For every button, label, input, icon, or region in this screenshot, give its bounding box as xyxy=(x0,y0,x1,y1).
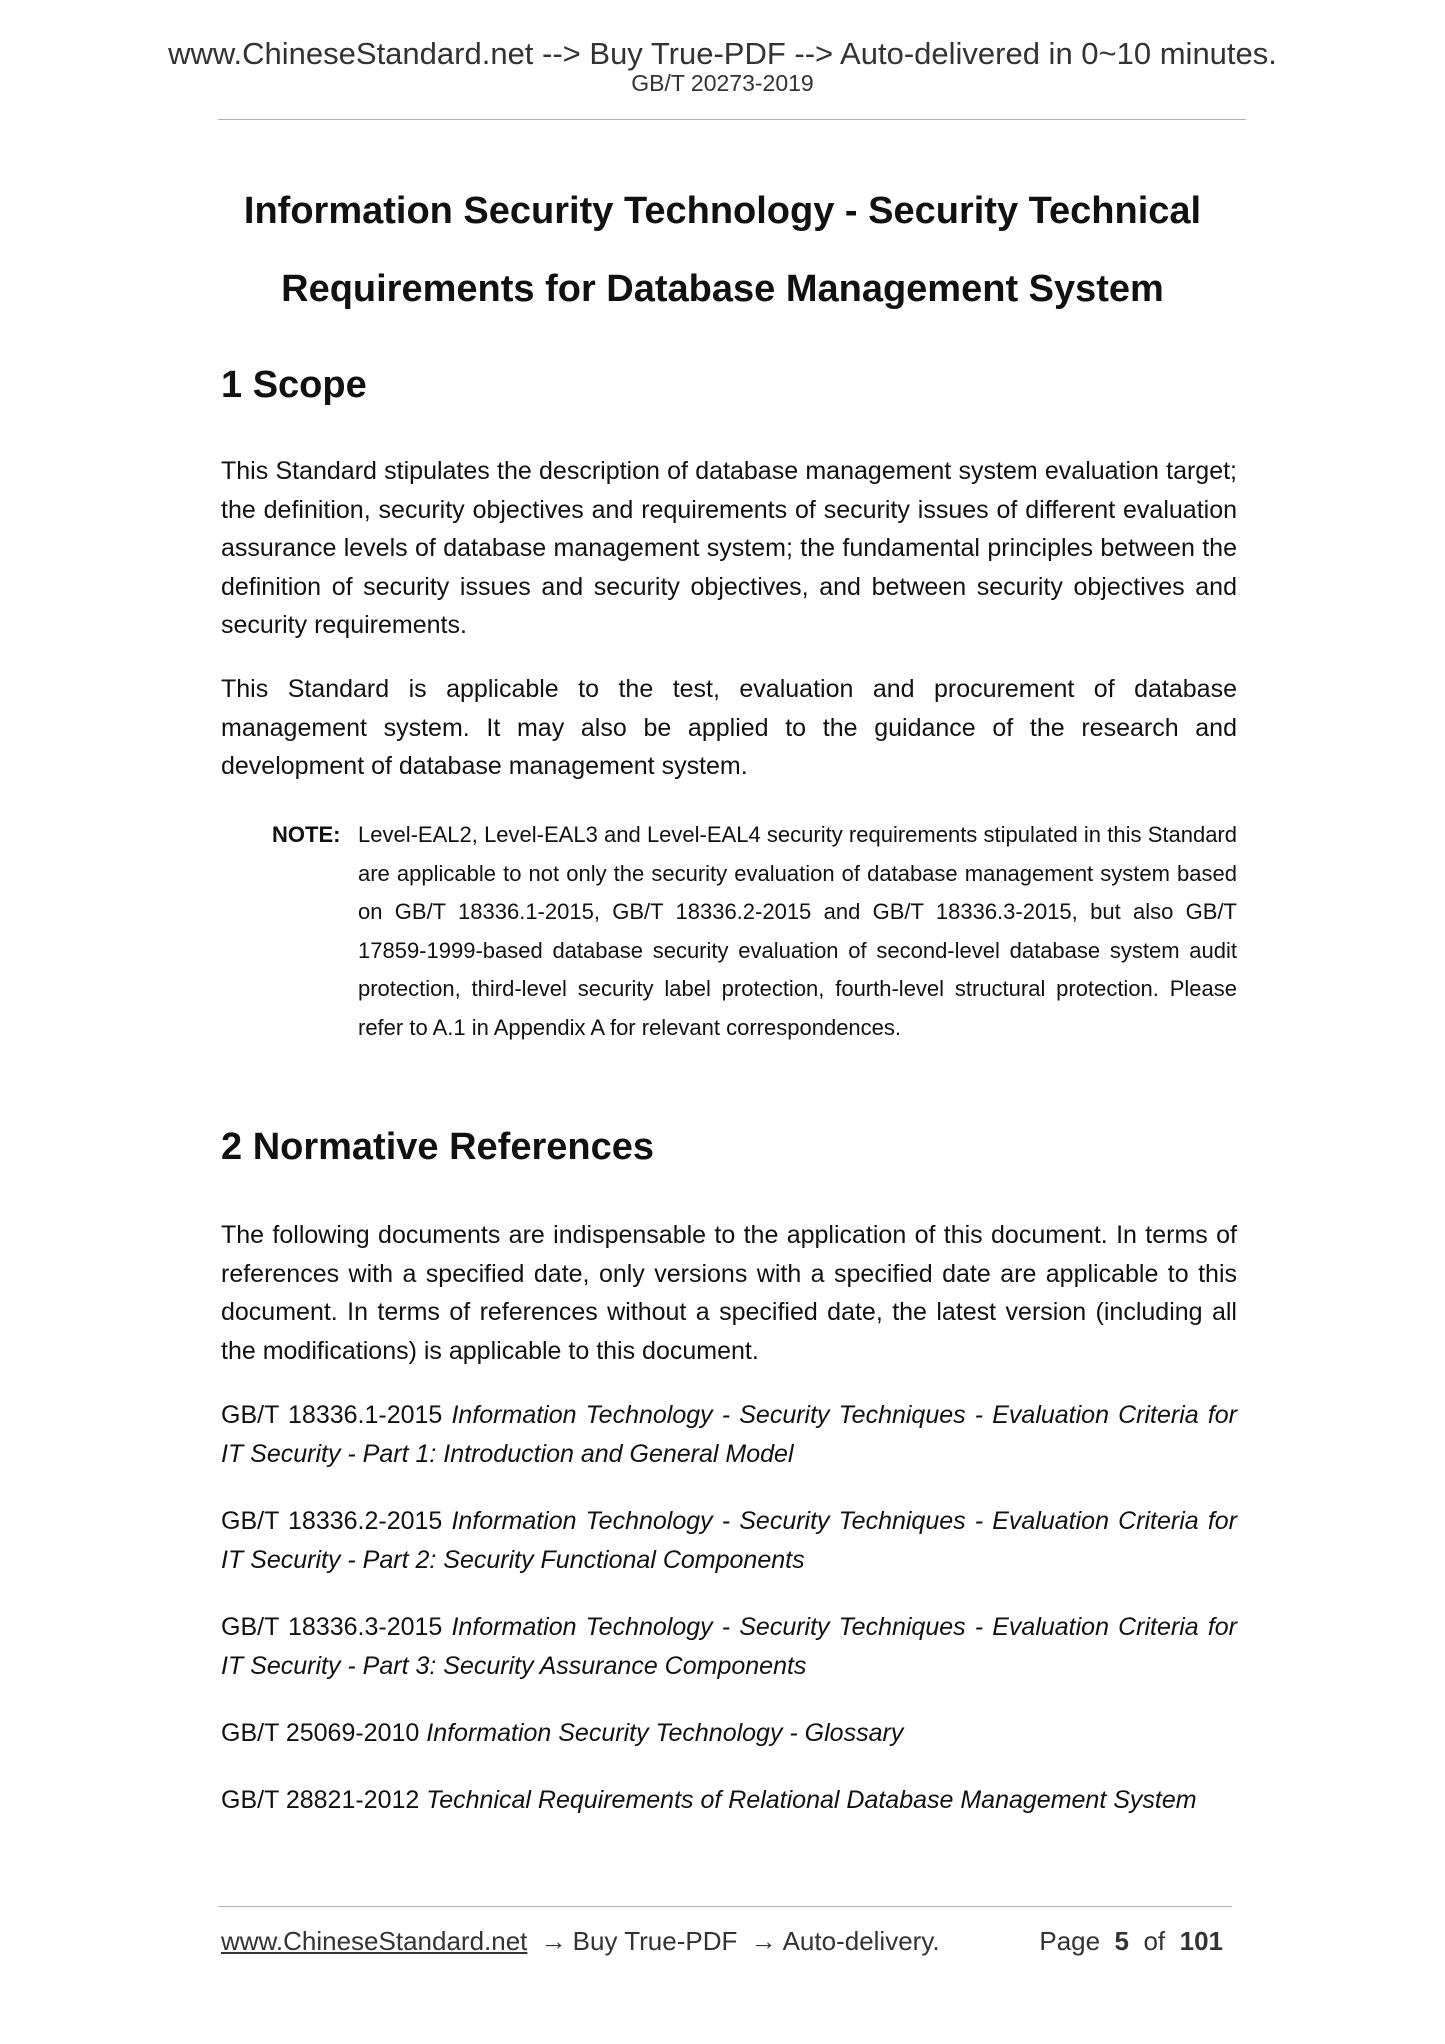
page-total: 101 xyxy=(1179,1926,1223,1956)
page-label: Page xyxy=(1039,1926,1101,1956)
page-of: of xyxy=(1143,1926,1166,1956)
footer-divider xyxy=(218,1906,1232,1907)
reference-item xyxy=(221,1714,1237,1753)
reference-item xyxy=(221,1396,1237,1473)
reference-code: GB/T 18336.2-2015 xyxy=(221,1507,443,1535)
footer-delivery-text: Auto-delivery. xyxy=(782,1926,940,1956)
note-text-body: Level-EAL2, Level-EAL3 and Level-EAL4 security requirements stipulated in this Standard are applicable to not only the security evaluation of database management system based on GB/T 18336.1-2015, GB/T 18336.2-2015 and GB/T 18336.3-2015, but also GB/T 17859-1999-based database security evaluation of second-level database system audit protection, third-level security label protection, fourth-level structural protection. Please refer to A.1 in Appendix A for relevant correspondences. xyxy=(358,822,1237,1040)
reference-title: Information Technology - Security Techniques - Evaluation Criteria for IT Security - Part 3: Security Assurance Components xyxy=(221,1613,1238,1680)
reference-item xyxy=(221,1608,1237,1685)
scope-paragraph-2: This Standard is applicable to the test, evaluation and procurement of database management system. It may also be applied to the guidance of the research and development of database management system. xyxy=(221,675,1237,780)
reference-code: GB/T 18336.1-2015 xyxy=(221,1401,443,1429)
section-heading-normative-references: 2 Normative References xyxy=(221,1126,654,1168)
header-banner: www.ChineseStandard.net --> Buy True-PDF --> Auto-delivered in 0~10 minutes. xyxy=(168,36,1277,71)
reference-code: GB/T 25069-2010 xyxy=(221,1719,420,1747)
scope-note xyxy=(272,816,1237,1047)
footer-site-link[interactable]: www.ChineseStandard.net xyxy=(221,1926,528,1956)
reference-code: GB/T 18336.3-2015 xyxy=(221,1613,443,1641)
section-heading-scope: 1 Scope xyxy=(221,364,367,406)
document-title-line-2: Requirements for Database Management System xyxy=(281,268,1164,310)
document-title xyxy=(160,172,1285,328)
footer-buy-text: Buy True-PDF xyxy=(572,1926,738,1956)
reference-title: Information Technology - Security Techniques - Evaluation Criteria for IT Security - Part 2: Security Functional Components xyxy=(221,1507,1238,1574)
page-current: 5 xyxy=(1114,1926,1130,1956)
reference-title: Information Security Technology - Glossary xyxy=(426,1719,904,1747)
document-title-line-1: Information Security Technology - Security Technical xyxy=(243,190,1202,232)
arrow-right-icon: → xyxy=(540,1926,567,1956)
standard-code: GB/T 20273-2019 xyxy=(631,70,814,96)
reference-title: Information Technology - Security Techniques - Evaluation Criteria for IT Security - Part 1: Introduction and General Model xyxy=(221,1401,1238,1468)
page-footer xyxy=(221,1925,1233,1957)
arrow-right-icon: → xyxy=(750,1926,777,1956)
reference-code: GB/T 28821-2012 xyxy=(221,1786,420,1814)
page-number xyxy=(1039,1925,1223,1957)
reference-item xyxy=(221,1781,1237,1820)
header-divider xyxy=(218,119,1246,120)
note-text xyxy=(358,816,1237,1047)
references-intro: The following documents are indispensable to the application of this document. In terms of references with a specified date, only versions with a specified date are applicable to this document. In terms of references without a specified date, the latest version (including all the modifications) is applicable to this document. xyxy=(221,1221,1237,1365)
scope-paragraph-1: This Standard stipulates the description of database management system evaluation target; the definition, security objectives and requirements of security issues of different evaluation assurance levels of database management system; the fundamental principles between the definition of security issues and security objectives, and between security objectives and security requirements. xyxy=(221,457,1237,639)
note-label: NOTE: xyxy=(272,822,341,847)
reference-item xyxy=(221,1502,1237,1579)
reference-title: Technical Requirements of Relational Database Management System xyxy=(426,1786,1197,1814)
